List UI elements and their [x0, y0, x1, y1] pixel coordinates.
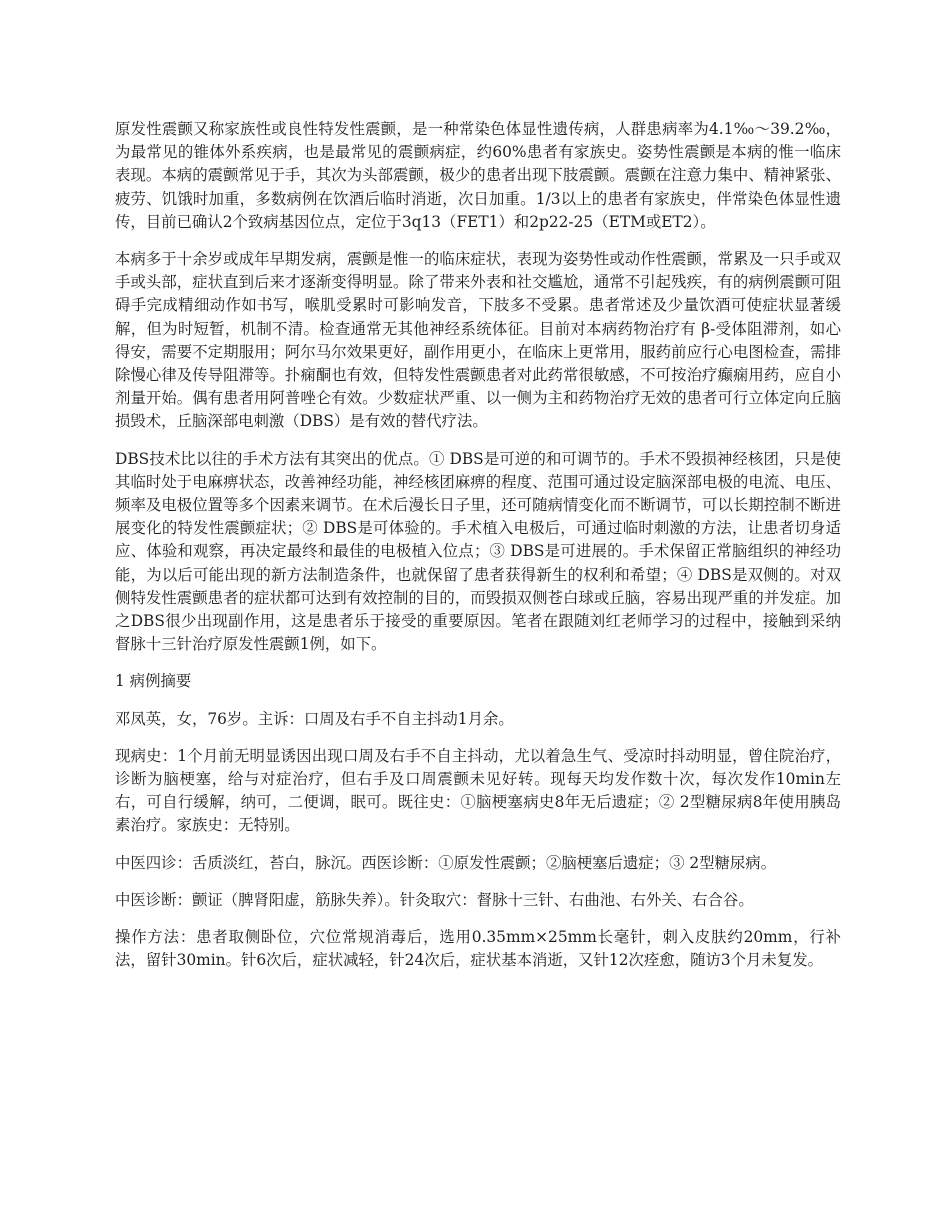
- paragraph-diagnosis: 中医四诊：舌质淡红，苔白，脉沉。西医诊断：①原发性震颤；②脑梗塞后遗症；③ 2型糖尿病。: [115, 853, 777, 872]
- paragraph-symptoms-treatment: 本病多于十余岁或成年早期发病，震颤是惟一的临床症状，表现为姿势性或动作性震颤，常累及一只手或双手或头部，症状直到后来才逐渐变得明显。除了带来外表和社交尴尬，通常不引起残疾，有的病例震颤可阻碍手完成精细动作如书写，喉肌受累时可影响发音，下肢多不受累。患者常述及少量饮酒可使症状显著缓解，但为时短暂，机制不清。检查通常无其他神经系统体征。目前对本病药物治疗有 β-受体阻滞剂，如心得安，需要不定期服用；阿尔马尔效果更好，副作用更小，在临床上更常用，服药前应行心电图检查，需排除慢心律及传导阻滞等。扑痫酮也有效，但特发性震颤患者对此药常很敏感，不可按治疗癫痫用药，应自小剂量开始。偶有患者用阿普唑仑有效。少数症状严重、以一侧为主和药物治疗无效的患者可行立体定向丘脑损毁术，丘脑深部电刺激（DBS）是有效的替代疗法。: [115, 250, 841, 431]
- paragraph-tcm-diagnosis: 中医诊断：颤证（脾肾阳虚，筋脉失养）。针灸取穴：督脉十三针、右曲池、右外关、右合谷。: [115, 890, 754, 909]
- section-heading-case-summary: 1 病例摘要: [115, 672, 192, 691]
- paragraph-intro: 原发性震颤又称家族性或良性特发性震颤，是一种常染色体显性遗传病，人群患病率为4.1‰～39.2‰，为最常见的锥体外系疾病，也是最常见的震颤病症，约60%患者有家族史。姿势性震颤是本病的惟一临床表现。本病的震颤常见于手，其次为头部震颤，极少的患者出现下肢震颤。震颤在注意力集中、精神紧张、疲劳、饥饿时加重，多数病例在饮酒后临时消逝，次日加重。1/3以上的患者有家族史，伴常染色体显性遗传，目前已确认2个致病基因位点，定位于3q13（FET1）和2p22-25（ETM或ET2）。: [115, 120, 841, 231]
- paragraph-procedure: 操作方法：患者取侧卧位，穴位常规消毒后，选用0.35mm×25mm长毫针，刺入皮肤约20mm，行补法，留针30min。针6次后，症状减轻，针24次后，症状基本消逝，又针12次痊愈，随访3个月未复发。: [115, 928, 841, 970]
- document-body: [115, 118, 841, 987]
- paragraph-patient-info: 邓凤英，女，76岁。主诉：口周及右手不自主抖动1月余。: [115, 709, 514, 728]
- paragraph-dbs-advantages: DBS技术比以往的手术方法有其突出的优点。① DBS是可逆的和可调节的。手术不毁损神经核团，只是使其临时处于电麻痹状态，改善神经功能，神经核团麻痹的程度、范围可通过设定脑深部电极的电流、电压、频率及电极位置等多个因素来调节。在术后漫长日子里，还可随病情变化而不断调节，可以长期控制不断进展变化的特发性震颤症状；② DBS是可体验的。手术植入电极后，可通过临时刺激的方法，让患者切身适应、体验和观察，再决定最终和最佳的电极植入位点；③ DBS是可进展的。手术保留正常脑组织的神经功能，为以后可能出现的新方法制造条件，也就保留了患者获得新生的权利和希望；④ DBS是双侧的。对双侧特发性震颤患者的症状都可达到有效控制的目的，而毁损双侧苍白球或丘脑，容易出现严重的并发症。加之DBS很少出现副作用，这是患者乐于接受的重要原因。笔者在跟随刘红老师学习的过程中，接触到采纳督脉十三针治疗原发性震颤1例，如下。: [115, 449, 841, 654]
- paragraph-history: 现病史：1个月前无明显诱因出现口周及右手不自主抖动，尤以着急生气、受凉时抖动明显，曾住院治疗，诊断为脑梗塞，给与对症治疗，但右手及口周震颤未见好转。现每天均发作数十次，每次发作10min左右，可自行缓解，纳可，二便调，眠可。既往史：①脑梗塞病史8年无后遗症；② 2型糖尿病8年使用胰岛素治疗。家族史：无特别。: [115, 746, 841, 835]
